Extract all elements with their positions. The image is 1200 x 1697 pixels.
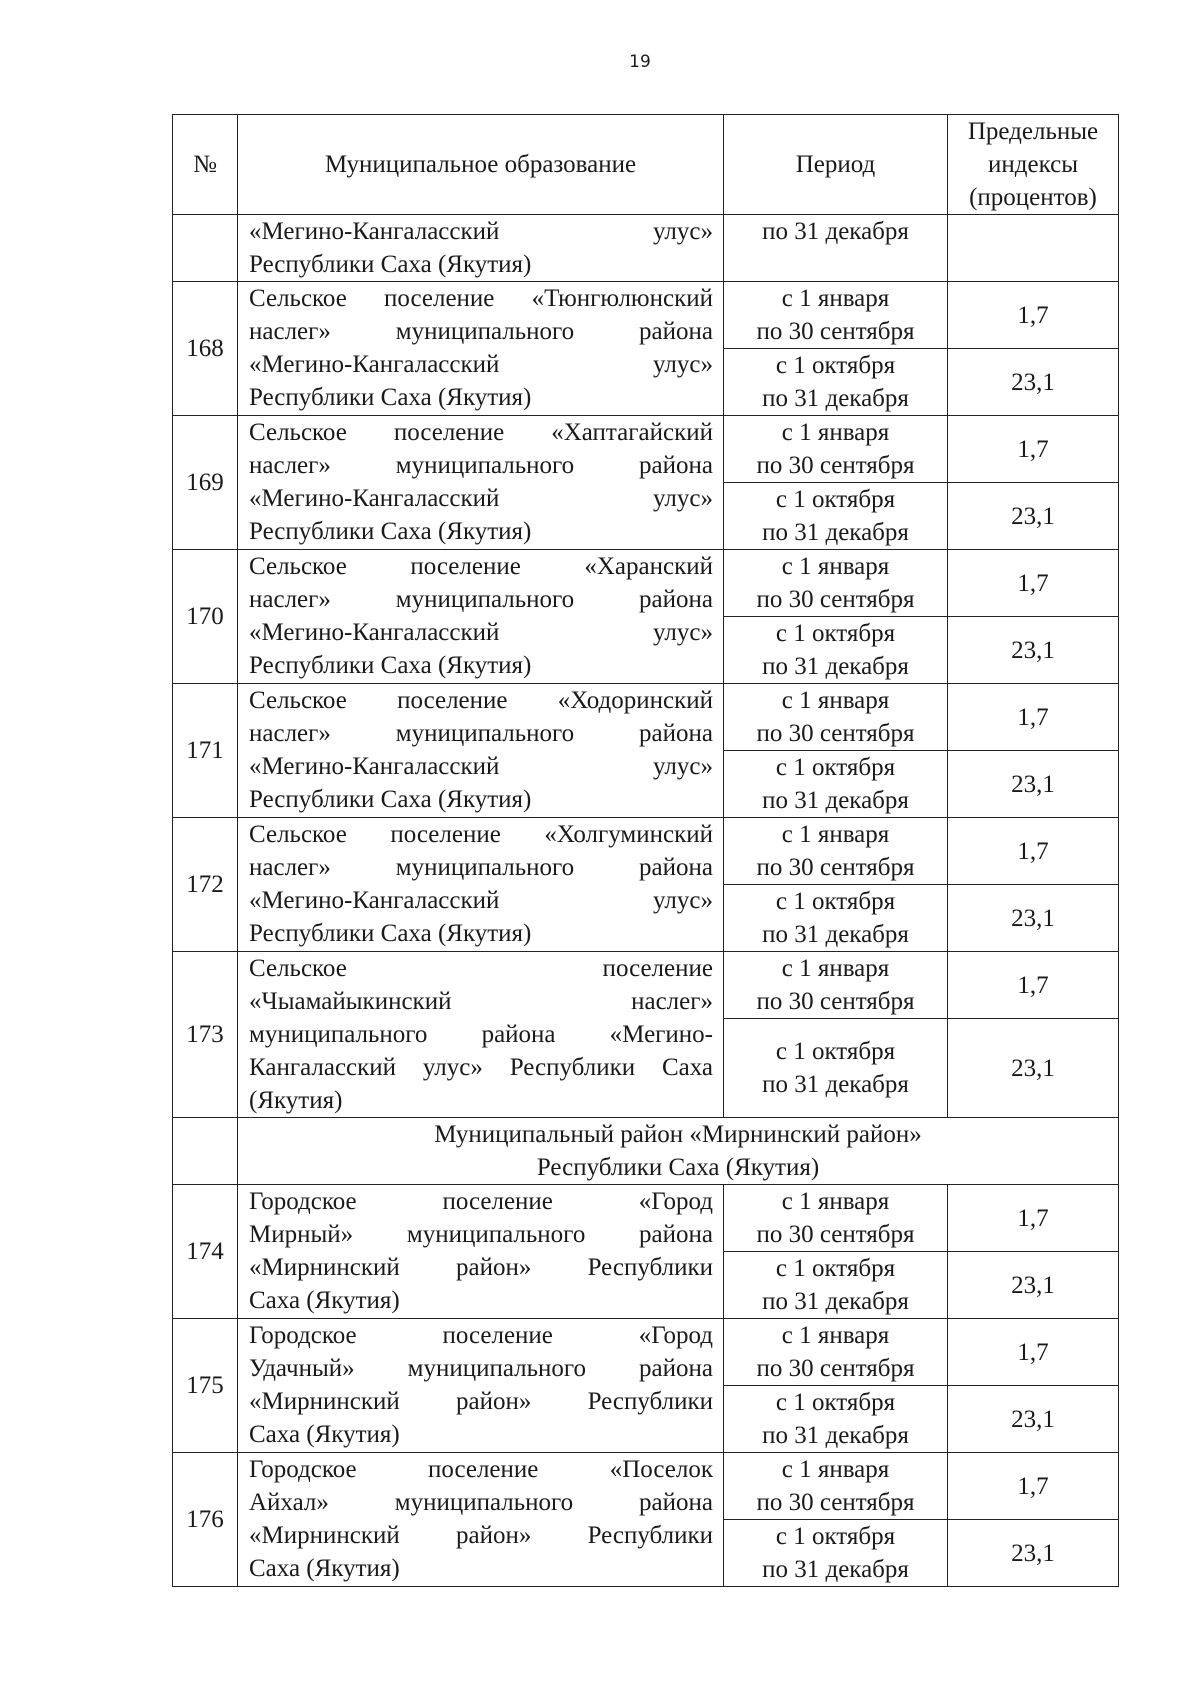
index-value: 23,1 [948,349,1119,416]
period-from: с 1 января [781,687,890,714]
name-line: Республики Саха (Якутия) [249,384,532,411]
period-from: с 1 октября [775,620,896,647]
name-line: «Мегино-Кангаласский улус» [249,351,713,378]
name-line: «Мегино-Кангаласский улус» [249,619,713,646]
row-number: 175 [173,1319,238,1453]
header-municipality: Муниципальное образование [238,115,724,215]
name-line: «Мирнинский район» Республики [249,1522,713,1549]
table-row [173,952,1119,1019]
name-line: «Мегино-Кангаласский улус» [249,753,713,780]
period-from: с 1 января [781,1456,890,1483]
name-line: Кангаласский улус» Республики Саха [249,1054,713,1081]
municipality-name [238,550,724,684]
district-line: Республики Саха (Якутия) [536,1154,820,1181]
period-cell [724,1185,948,1252]
period-from: с 1 октября [775,1255,896,1282]
name-line: наслег» муниципального района [249,586,713,613]
period-from: с 1 января [781,1322,890,1349]
name-line: наслег» муниципального района [249,452,713,479]
period-to: по 31 декабря [762,921,909,948]
name-line: Республики Саха (Якутия) [249,920,532,947]
period-to: по 30 сентября [756,988,915,1016]
index-value: 1,7 [948,818,1119,885]
period-to: по 31 декабря [762,385,909,412]
period-cell [724,885,948,952]
index-value: 23,1 [948,483,1119,550]
period-from: с 1 октября [775,1389,896,1416]
period-to: по 30 сентября [756,452,915,479]
table-row [173,550,1119,617]
name-line: «Мегино-Кангаласский улус» [249,485,713,512]
index-value: 23,1 [948,751,1119,818]
municipality-name [238,1319,724,1453]
name-line: Мирный» муниципального района [249,1221,713,1248]
name-line: Удачный» муниципального района [249,1355,713,1382]
table-row [173,1319,1119,1386]
municipality-name [238,952,724,1118]
index-value: 1,7 [948,1319,1119,1386]
header-row [173,115,1119,215]
continuation-num [173,215,238,282]
header-num: № [173,115,238,215]
index-value: 23,1 [948,1386,1119,1453]
name-line: Сельское поселение «Тюнгюлюнский [249,285,713,312]
district-num [173,1118,238,1185]
name-line: муниципального района «Мегино- [249,1021,713,1048]
row-number: 173 [173,952,238,1118]
name-line: Айхал» муниципального района [249,1489,713,1516]
period-to: по 31 декабря [762,519,909,546]
name-line: наслег» муниципального района [249,854,713,881]
header-period: Период [724,115,948,215]
district-heading [238,1118,1119,1185]
period-to: по 30 сентября [756,1489,915,1516]
period-cell [724,1252,948,1319]
continuation-row [173,215,1119,282]
continuation-period: по 31 декабря [724,215,948,282]
table-row [173,684,1119,751]
period-cell [724,550,948,617]
period-to: по 30 сентября [756,1221,915,1248]
index-value: 1,7 [948,952,1119,1019]
name-line: «Мирнинский район» Республики [249,1388,713,1415]
name-line: Сельское поселение «Ходоринский [249,687,713,714]
period-cell [724,751,948,818]
period-from: с 1 октября [775,754,896,781]
continuation-name [238,215,724,282]
header-index: Предельные индексы (процентов) [948,115,1119,215]
name-line: Сельское поселение «Хаптагайский [249,419,713,446]
period-cell [724,1386,948,1453]
index-value: 23,1 [948,1252,1119,1319]
period-cell [724,1520,948,1587]
tariff-index-table [172,114,1119,1587]
name-line: Саха (Якутия) [249,1287,400,1314]
name-line: «Мегино-Кангаласский улус» [249,887,713,914]
row-number: 172 [173,818,238,952]
period-from: с 1 октября [775,888,896,915]
index-value: 23,1 [948,885,1119,952]
index-value: 1,7 [948,282,1119,349]
name-line: Республики Саха (Якутия) [249,786,532,813]
period-to: по 30 сентября [756,318,915,345]
name-line: «Чыамайыкинский наслег» [249,988,713,1015]
name-line: Городское поселение «Поселок [249,1456,713,1483]
name-line: Саха (Якутия) [249,1555,400,1582]
period-from: с 1 октября [775,1038,896,1066]
period-cell [724,483,948,550]
municipality-name [238,1453,724,1587]
period-cell [724,952,948,1019]
name-line: Сельское поселение «Холгуминский [249,821,713,848]
period-from: с 1 октября [775,486,896,513]
period-cell [724,349,948,416]
period-from: с 1 января [781,955,890,983]
table-row [173,1185,1119,1252]
name-line: Сельское поселение «Харанский [249,553,713,580]
period-cell [724,1019,948,1118]
name-line: Республики Саха (Якутия) [249,251,532,278]
period-cell [724,684,948,751]
index-value: 1,7 [948,550,1119,617]
name-line: Сельское поселение [249,955,713,982]
period-to: по 30 сентября [756,720,915,747]
period-to: по 31 декабря [762,1288,909,1315]
index-value: 23,1 [948,1520,1119,1587]
index-value: 23,1 [948,617,1119,684]
period-to: по 31 декабря [762,787,909,814]
row-number: 171 [173,684,238,818]
name-line: Республики Саха (Якутия) [249,652,532,679]
period-from: с 1 января [781,285,890,312]
period-from: с 1 января [781,553,890,580]
period-from: с 1 января [781,821,890,848]
name-line: Республики Саха (Якутия) [249,518,532,545]
period-to: по 30 сентября [756,586,915,613]
period-from: с 1 января [781,1188,890,1215]
period-cell [724,416,948,483]
period-cell [724,617,948,684]
table-row [173,1453,1119,1520]
municipality-name [238,282,724,416]
period-to: по 30 сентября [756,854,915,881]
municipality-name [238,1185,724,1319]
name-line: «Мирнинский район» Республики [249,1254,713,1281]
row-number: 168 [173,282,238,416]
name-line: (Якутия) [249,1087,343,1114]
period-to: по 31 декабря [762,1071,909,1099]
period-cell [724,1319,948,1386]
municipality-name [238,818,724,952]
period-to: по 31 декабря [762,1556,909,1583]
table-row [173,818,1119,885]
municipality-name [238,416,724,550]
period-to: по 31 декабря [762,1422,909,1449]
period-from: с 1 октября [775,1523,896,1550]
period-from: с 1 октября [775,352,896,379]
district-row [173,1118,1119,1185]
row-number: 174 [173,1185,238,1319]
name-line: Саха (Якутия) [249,1421,400,1448]
page-number: 19 [629,52,651,72]
name-line: наслег» муниципального района [249,318,713,345]
continuation-index [948,215,1119,282]
index-value: 1,7 [948,1185,1119,1252]
name-line: «Мегино-Кангаласский улус» [249,218,713,245]
period-from: с 1 января [781,419,890,446]
table-row [173,416,1119,483]
row-number: 176 [173,1453,238,1587]
table-row [173,282,1119,349]
index-value: 1,7 [948,684,1119,751]
row-number: 170 [173,550,238,684]
index-value: 23,1 [948,1019,1119,1118]
row-number: 169 [173,416,238,550]
period-cell [724,818,948,885]
period-cell [724,1453,948,1520]
index-value: 1,7 [948,416,1119,483]
period-to: по 31 декабря [762,653,909,680]
index-value: 1,7 [948,1453,1119,1520]
district-line: Муниципальный район «Мирнинский район» [434,1121,922,1148]
municipality-name [238,684,724,818]
name-line: наслег» муниципального района [249,720,713,747]
period-to: по 30 сентября [756,1355,915,1382]
name-line: Городское поселение «Город [249,1322,713,1349]
name-line: Городское поселение «Город [249,1188,713,1215]
period-cell [724,282,948,349]
